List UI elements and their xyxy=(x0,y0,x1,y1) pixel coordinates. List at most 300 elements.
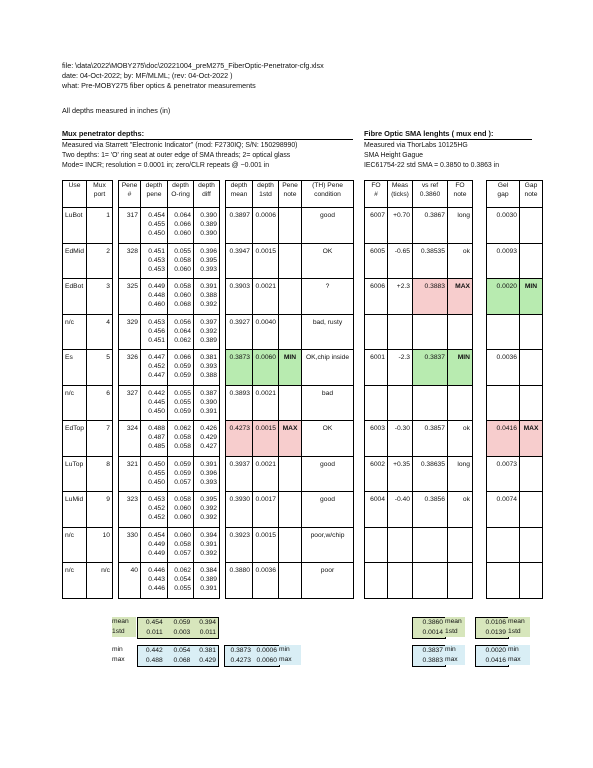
depth-pene: 0.442 xyxy=(148,389,165,397)
depth-diff-cell xyxy=(194,243,220,279)
gel-gap: 0.0030 xyxy=(496,212,517,219)
depth-diff: 0.426 xyxy=(200,425,217,432)
depth-pene-cell xyxy=(141,492,168,528)
fo-note-cell xyxy=(448,563,473,599)
condition-cell xyxy=(302,527,354,563)
units-note: All depths measured in inches (in) xyxy=(62,106,171,115)
gel-gap: 0.0416 xyxy=(496,425,517,432)
depth-diff: 0.391 xyxy=(200,407,217,415)
condition-cell xyxy=(302,279,354,315)
what-line: what: Pre-MOBY275 fiber optics & penetrator measurements xyxy=(62,81,256,90)
depth-diff-cell xyxy=(194,208,220,244)
condition: poor xyxy=(320,567,335,574)
depth-pene: 0.460 xyxy=(148,301,165,308)
spacer xyxy=(473,350,487,386)
use: LuBot xyxy=(65,212,83,219)
date-line: date: 04-Oct-2022; by: MF/MLML; (rev: 04-Oct-2022 ) xyxy=(62,71,233,80)
min-label: min xyxy=(112,646,123,653)
depth-std-cell xyxy=(253,314,279,350)
pene-number-cell xyxy=(119,563,141,599)
mean-label: mean xyxy=(508,618,525,625)
depth-std: 0.0015 xyxy=(255,247,276,255)
fo-number: 6006 xyxy=(370,283,385,290)
depth-oring: 0.055 xyxy=(174,398,191,406)
depth-pene: 0.447 xyxy=(148,354,165,361)
spacer xyxy=(473,492,487,528)
use: LuMid xyxy=(65,496,84,503)
depth-pene: 0.487 xyxy=(148,434,165,441)
pen-std-oring: 0.003 xyxy=(173,629,191,636)
fo-note-3: IEC61754-22 std SMA = 0.3850 to 0.3863 in xyxy=(364,162,500,169)
use-cell xyxy=(63,279,87,315)
mux-port: 6 xyxy=(106,389,110,397)
vref-mean: 0.3860 xyxy=(422,619,443,626)
gap-note-cell xyxy=(520,243,543,279)
depth-min-max-labels xyxy=(279,645,301,665)
depth-mean: 0.3937 xyxy=(229,460,250,468)
depth-diff: 0.392 xyxy=(200,514,217,521)
vref-std: 0.0014 xyxy=(422,629,443,636)
condition: bad, rusty xyxy=(312,318,343,326)
mux-port: n/c xyxy=(101,567,110,574)
pen-mean-oring: 0.059 xyxy=(173,619,191,626)
depth-oring: 0.068 xyxy=(174,301,191,308)
depth-std: 0.0015 xyxy=(255,425,276,432)
gel-std: 0.0139 xyxy=(485,629,506,636)
depth-diff-cell xyxy=(194,492,220,528)
pene-number: 325 xyxy=(126,283,138,290)
meas-ticks: -0.30 xyxy=(394,425,410,432)
gel-gap-cell xyxy=(487,456,520,492)
depth-diff: 0.427 xyxy=(200,443,217,450)
table-row xyxy=(63,243,354,279)
fo-section-title: Fibre Optic SMA lenghts ( mux end ): xyxy=(364,129,494,138)
gel-gap: 0.0093 xyxy=(496,247,517,255)
mux-port-cell xyxy=(87,385,113,421)
table-row xyxy=(365,208,543,244)
gel-gap-cell xyxy=(487,492,520,528)
fo-number-cell xyxy=(365,243,388,279)
depth-oring: 0.060 xyxy=(174,230,191,237)
mux-note-1: Measured via Starrett "Electronic Indicator" (mod: F2730IQ; S/N: 150298990) xyxy=(62,142,298,149)
gap-note-cell xyxy=(520,279,543,315)
depth-oring: 0.060 xyxy=(174,514,191,521)
depth-diff-cell xyxy=(194,456,220,492)
pen-max-diff: 0.429 xyxy=(199,657,216,664)
fo-note: ok xyxy=(462,496,470,503)
mux-port: 1 xyxy=(106,212,110,219)
depth-oring: 0.059 xyxy=(174,460,191,468)
fo-note: long xyxy=(457,212,470,219)
depth-pene: 0.451 xyxy=(148,336,165,344)
header-depth-pene: depth pene xyxy=(141,181,168,208)
depth-oring-cell xyxy=(168,314,194,350)
depth-std: 0.0006 xyxy=(255,212,276,219)
condition: OK,chip inside xyxy=(305,354,350,361)
fo-number: 6003 xyxy=(370,425,385,432)
fo-number-cell xyxy=(365,456,388,492)
header-gap-note: Gap note xyxy=(520,181,543,208)
depth-pene: 0.488 xyxy=(148,425,165,432)
pene-number-cell xyxy=(119,492,141,528)
depth-diff: 0.381 xyxy=(200,354,217,361)
fiber-optic-table xyxy=(364,180,543,599)
use-cell xyxy=(63,243,87,279)
depth-std: 0.0060 xyxy=(255,354,276,361)
use-cell xyxy=(63,314,87,350)
fo-number: 6007 xyxy=(370,212,385,219)
gel-gap-cell xyxy=(487,563,520,599)
depth-pene: 0.453 xyxy=(148,318,165,326)
use-cell xyxy=(63,421,87,457)
pene-number-cell xyxy=(119,456,141,492)
pen-min-oring: 0.054 xyxy=(173,647,191,654)
vs-ref: 0.38635 xyxy=(420,460,445,468)
vref-min: 0.3837 xyxy=(422,647,443,654)
vs-ref-cell xyxy=(413,208,448,244)
spacer xyxy=(473,456,487,492)
depth-std: 0.0021 xyxy=(255,389,276,397)
pen-max-oring: 0.068 xyxy=(173,657,191,664)
depth-std: 0.0021 xyxy=(255,460,276,468)
meas-ticks: +0.35 xyxy=(393,460,410,468)
pene-note-cell xyxy=(279,350,302,386)
table-row xyxy=(63,456,354,492)
pene-number: 317 xyxy=(126,212,138,219)
depth-mean-cell xyxy=(226,208,253,244)
condition: ? xyxy=(325,283,330,290)
depth-mean-cell xyxy=(226,421,253,457)
depth-oring: 0.058 xyxy=(174,443,191,450)
pene-note-cell xyxy=(279,421,302,457)
vref-min-max-labels xyxy=(445,645,465,665)
fo-note-cell xyxy=(448,208,473,244)
depth-oring: 0.062 xyxy=(174,567,191,574)
gel-min: 0.0020 xyxy=(485,647,506,654)
depth-min-max-box xyxy=(224,645,280,667)
spacer xyxy=(473,208,487,244)
table-row xyxy=(63,385,354,421)
table-row xyxy=(365,563,543,599)
gel-gap: 0.0036 xyxy=(496,354,517,361)
header-mux-port: Mux port xyxy=(87,181,113,208)
mux-port-cell xyxy=(87,314,113,350)
depth-diff: 0.392 xyxy=(200,301,217,308)
pen-mean-diff: 0.394 xyxy=(199,619,216,626)
depth-diff: 0.391 xyxy=(200,540,217,548)
spacer xyxy=(473,181,487,208)
spacer xyxy=(473,385,487,421)
table-row xyxy=(365,314,543,350)
pene-number: 321 xyxy=(126,460,138,468)
depth-diff: 0.393 xyxy=(200,265,217,273)
header-depth-mean: depth mean xyxy=(226,181,253,208)
depth-diff: 0.393 xyxy=(200,478,217,486)
depth-mean-cell xyxy=(226,350,253,386)
depth-pene: 0.455 xyxy=(148,469,165,477)
depth-oring: 0.055 xyxy=(174,389,191,397)
table-row xyxy=(63,421,354,457)
meas-ticks-cell xyxy=(388,314,413,350)
condition-cell xyxy=(302,421,354,457)
table-row xyxy=(63,279,354,315)
vs-ref: 0.38535 xyxy=(420,247,445,255)
depth-diff: 0.395 xyxy=(200,256,217,264)
depth-pene: 0.453 xyxy=(148,496,165,503)
table-row xyxy=(365,243,543,279)
min-label: min xyxy=(508,646,519,653)
depth-mean: 0.3897 xyxy=(229,212,250,219)
vref-mean-std-labels xyxy=(445,617,465,637)
use: LuTop xyxy=(65,460,84,468)
gel-gap-cell xyxy=(487,243,520,279)
depth-pene: 0.453 xyxy=(148,256,165,264)
fo-number-cell xyxy=(365,563,388,599)
mux-port: 2 xyxy=(106,247,110,255)
vref-min-max-box xyxy=(412,645,446,667)
depth-mean-cell xyxy=(226,492,253,528)
depth-pene: 0.453 xyxy=(148,265,165,273)
table-row xyxy=(365,279,543,315)
fo-note: ok xyxy=(462,247,470,255)
depth-oring: 0.060 xyxy=(174,505,191,512)
vs-ref: 0.3837 xyxy=(424,354,445,361)
depth-oring: 0.059 xyxy=(174,372,191,379)
fo-number-cell xyxy=(365,279,388,315)
depth-pene: 0.451 xyxy=(148,247,165,255)
depth-mean: 0.3873 xyxy=(229,354,250,361)
depth-oring: 0.062 xyxy=(174,425,191,432)
gel-gap-cell xyxy=(487,350,520,386)
depth-std-cell xyxy=(253,243,279,279)
use: n/c xyxy=(65,531,74,539)
gap-note: MAX xyxy=(523,425,539,432)
depth-diff: 0.389 xyxy=(200,221,217,228)
table-row xyxy=(365,527,543,563)
fo-note: ok xyxy=(462,425,470,432)
depth-diff: 0.390 xyxy=(200,212,217,219)
header-condition: (TH) Pene condition xyxy=(302,181,354,208)
pen-mean-std-labels xyxy=(112,617,136,637)
depth-mean-cell xyxy=(226,563,253,599)
gel-mean-std-labels xyxy=(508,617,530,637)
depth-diff: 0.397 xyxy=(200,318,217,326)
vs-ref-cell xyxy=(413,385,448,421)
depth-pene: 0.446 xyxy=(148,567,165,574)
meas-ticks-cell xyxy=(388,456,413,492)
condition-cell xyxy=(302,563,354,599)
gel-min-max-box xyxy=(475,645,509,667)
depth-std-cell xyxy=(253,492,279,528)
condition-cell xyxy=(302,243,354,279)
depth-mean: 0.4273 xyxy=(229,425,250,432)
spacer xyxy=(473,279,487,315)
use: n/c xyxy=(65,389,74,397)
condition-cell xyxy=(302,314,354,350)
mux-port: 8 xyxy=(106,460,110,468)
depth-pene: 0.449 xyxy=(148,283,165,290)
penetrator-table xyxy=(62,180,354,599)
meas-ticks: +2.3 xyxy=(396,283,410,290)
gel-mean-std-box xyxy=(475,617,509,639)
table-row xyxy=(63,527,354,563)
depth-oring-cell xyxy=(168,243,194,279)
pene-number: 40 xyxy=(130,567,138,574)
mux-port: 9 xyxy=(106,496,110,503)
gel-gap-cell xyxy=(487,421,520,457)
depth-diff: 0.392 xyxy=(200,327,217,335)
gap-note-cell xyxy=(520,385,543,421)
depth-pene-cell xyxy=(141,243,168,279)
spacer xyxy=(473,563,487,599)
pen-min-diff: 0.381 xyxy=(199,647,216,654)
depth-std: 0.0015 xyxy=(255,531,276,539)
gel-gap-cell xyxy=(487,314,520,350)
pene-number: 330 xyxy=(126,531,138,539)
depth-pene: 0.454 xyxy=(148,531,165,539)
pene-number: 327 xyxy=(126,389,138,397)
depth-oring: 0.066 xyxy=(174,354,191,361)
header-vs-ref: vs ref 0.3860 xyxy=(413,181,448,208)
mux-port-cell xyxy=(87,456,113,492)
gap-note-cell xyxy=(520,527,543,563)
meas-ticks-cell xyxy=(388,243,413,279)
fo-note-cell xyxy=(448,527,473,563)
table-row xyxy=(365,421,543,457)
header-gel-gap: Gel gap xyxy=(487,181,520,208)
fo-note-1: Measured via ThorLabs 10125HG xyxy=(364,142,468,149)
depth-oring: 0.060 xyxy=(174,292,191,299)
depth-diff-cell xyxy=(194,279,220,315)
depth-mean-cell xyxy=(226,314,253,350)
pene-number-cell xyxy=(119,385,141,421)
depth-oring-cell xyxy=(168,527,194,563)
gap-note-cell xyxy=(520,456,543,492)
header-depth-std: depth 1std xyxy=(253,181,279,208)
mux-port-cell xyxy=(87,243,113,279)
table-row xyxy=(63,350,354,386)
depth-diff-cell xyxy=(194,527,220,563)
mean-label: mean xyxy=(112,618,129,625)
depth-diff: 0.387 xyxy=(200,389,217,397)
depth-std: 0.0017 xyxy=(255,496,276,503)
spacer xyxy=(473,314,487,350)
depth-pene: 0.449 xyxy=(148,540,165,548)
mux-note-3: Mode= INCR; resolution = 0.0001 in; zero/CLR repeats @ ~0.001 in xyxy=(62,162,270,169)
depth-std-cell xyxy=(253,456,279,492)
use-cell xyxy=(63,385,87,421)
use-cell xyxy=(63,492,87,528)
gap-note-cell xyxy=(520,208,543,244)
mux-port: 5 xyxy=(106,354,110,361)
gap-note-cell xyxy=(520,563,543,599)
pen-max-depth: 0.488 xyxy=(145,657,163,664)
condition-cell xyxy=(302,492,354,528)
depth-diff: 0.390 xyxy=(200,398,217,406)
header-meas: Meas (ticks) xyxy=(388,181,413,208)
fo-number-cell xyxy=(365,208,388,244)
header-fo-note: FO note xyxy=(448,181,473,208)
depth-pene: 0.448 xyxy=(148,292,165,299)
depth-oring: 0.056 xyxy=(174,318,191,326)
fo-note-cell xyxy=(448,279,473,315)
std-label: 1std xyxy=(445,628,458,635)
vs-ref-cell xyxy=(413,243,448,279)
use-cell xyxy=(63,208,87,244)
mux-port: 7 xyxy=(106,425,110,432)
depth-mean: 0.3930 xyxy=(229,496,250,503)
gel-gap: 0.0073 xyxy=(496,460,517,468)
meas-ticks: +0.70 xyxy=(393,212,410,219)
pen-min-max-box xyxy=(137,645,219,667)
mux-port: 10 xyxy=(102,531,110,539)
gel-max: 0.0416 xyxy=(485,657,506,664)
pene-number: 323 xyxy=(126,496,138,503)
use: EdBot xyxy=(65,283,84,290)
max-label: max xyxy=(508,656,521,663)
pen-std-depth: 0.011 xyxy=(146,629,163,636)
depth-pene: 0.485 xyxy=(148,443,165,450)
vs-ref-cell xyxy=(413,421,448,457)
depth-pene: 0.450 xyxy=(148,460,165,468)
condition: good xyxy=(320,212,335,219)
pene-number-cell xyxy=(119,208,141,244)
depth-oring-cell xyxy=(168,563,194,599)
meas-ticks-cell xyxy=(388,563,413,599)
depth-min-std: 0.0006 xyxy=(256,647,277,654)
meas-ticks-cell xyxy=(388,527,413,563)
depth-oring: 0.058 xyxy=(174,283,191,290)
use-cell xyxy=(63,527,87,563)
pene-number-cell xyxy=(119,279,141,315)
gap-note-cell xyxy=(520,350,543,386)
depth-mean: 0.3927 xyxy=(229,318,250,326)
pene-number-cell xyxy=(119,243,141,279)
fo-number: 6004 xyxy=(370,496,385,503)
depth-oring-cell xyxy=(168,456,194,492)
depth-diff: 0.391 xyxy=(200,585,217,592)
depth-diff: 0.389 xyxy=(200,336,217,344)
depth-diff-cell xyxy=(194,314,220,350)
depth-diff: 0.389 xyxy=(200,576,217,583)
header-pene: Pene # xyxy=(119,181,141,208)
gel-gap: 0.0074 xyxy=(496,496,517,503)
fo-note-cell xyxy=(448,456,473,492)
depth-diff: 0.390 xyxy=(200,230,217,237)
depth-pene: 0.450 xyxy=(148,230,165,237)
header-fo: FO # xyxy=(365,181,388,208)
pen-mean-std-box xyxy=(137,617,219,639)
max-label: max xyxy=(279,656,292,663)
depth-pene: 0.446 xyxy=(148,585,165,592)
depth-std: 0.0040 xyxy=(255,318,276,326)
depth-oring: 0.054 xyxy=(174,576,191,583)
depth-std: 0.0036 xyxy=(255,567,276,574)
depth-pene-cell xyxy=(141,563,168,599)
pen-mean-depth: 0.454 xyxy=(145,619,163,626)
depth-oring: 0.055 xyxy=(174,585,191,592)
meas-ticks-cell xyxy=(388,385,413,421)
use: Es xyxy=(65,354,73,361)
depth-oring-cell xyxy=(168,208,194,244)
gel-gap: 0.0020 xyxy=(496,283,517,290)
condition-cell xyxy=(302,456,354,492)
depth-oring: 0.059 xyxy=(174,469,191,477)
fo-number-cell xyxy=(365,314,388,350)
fo-number: 6002 xyxy=(370,460,385,468)
mux-port-cell xyxy=(87,421,113,457)
depth-diff-cell xyxy=(194,385,220,421)
